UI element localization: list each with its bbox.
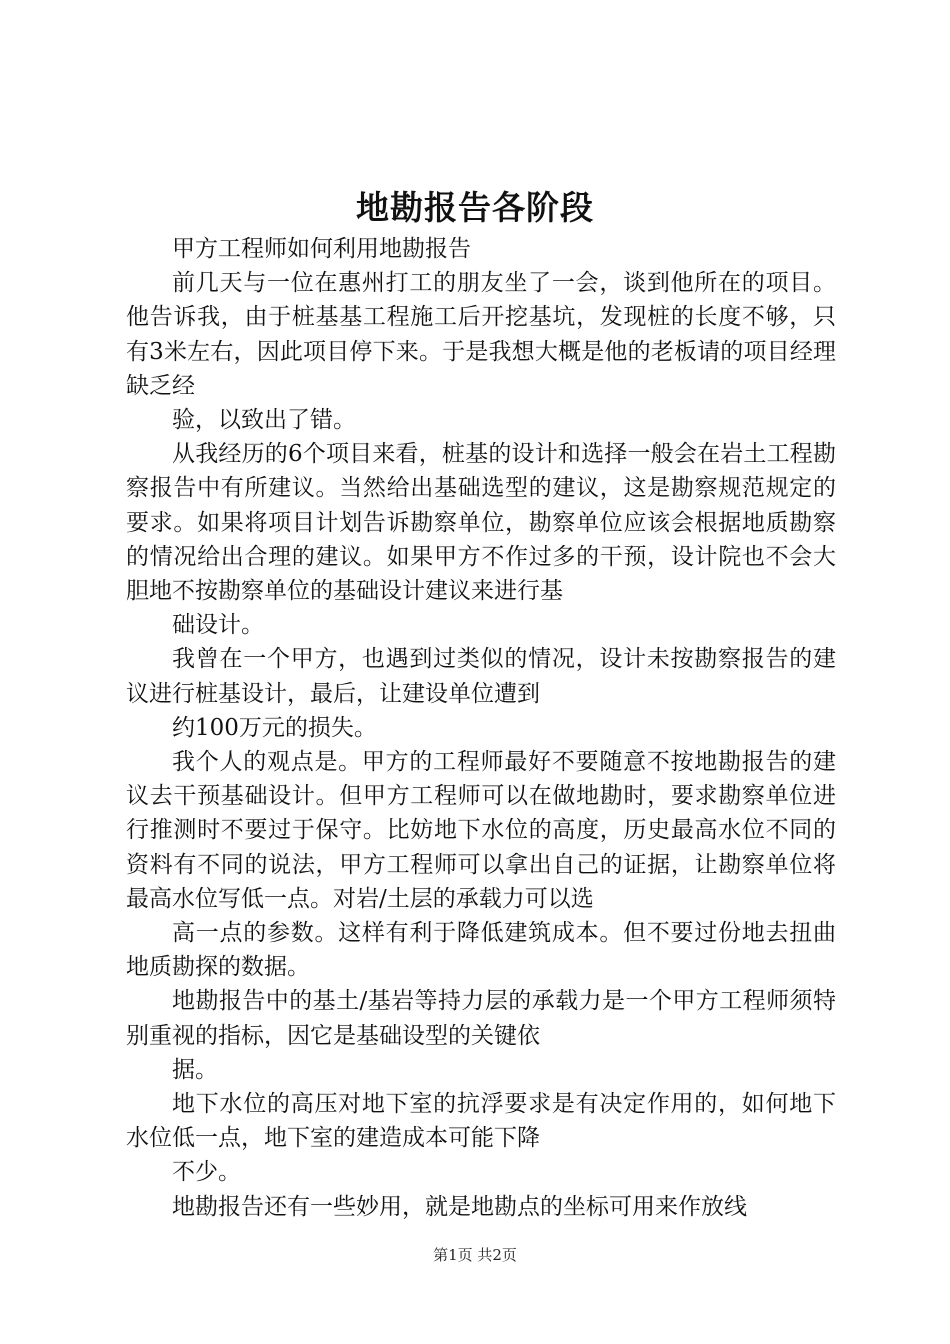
paragraph: 甲方工程师如何利用地勘报告 bbox=[172, 236, 471, 262]
paragraph: 地下水位的高压对地下室的抗浮要求是有决定作用的，如何地下水位低一点，地下室的建造成本可能下降 bbox=[126, 1091, 836, 1152]
document-body bbox=[126, 232, 836, 1224]
paragraph: 高一点的参数。这样有利于降低建筑成本。但不要过份地去扭曲地质勘探的数据。 bbox=[126, 920, 836, 981]
paragraph: 不少。 bbox=[172, 1159, 241, 1186]
paragraph: 约100万元的损失。 bbox=[172, 714, 377, 741]
document-title: 地勘报告各阶段 bbox=[356, 188, 594, 227]
paragraph: 我个人的观点是。甲方的工程师最好不要随意不按地勘报告的建议去干预基础设计。但甲方工程师可以在做地勘时，要求勘察单位进行推测时不要过于保守。比妨地下水位的高度，历史最高水位不同的资料有不同的说法，甲方工程师可以拿出自己的证据，让勘察单位将最高水位写低一点。对岩/土层的承载力可以选 bbox=[126, 749, 836, 912]
paragraph: 我曾在一个甲方，也遇到过类似的情况，设计未按勘察报告的建议进行桩基设计，最后，让建设单位遭到 bbox=[126, 646, 836, 707]
paragraph: 地勘报告还有一些妙用，就是地勘点的坐标可用来作放线 bbox=[172, 1193, 747, 1220]
paragraph: 地勘报告中的基土/基岩等持力层的承载力是一个甲方工程师须特别重视的指标，因它是基础设型的关键依 bbox=[126, 988, 836, 1049]
paragraph: 据。 bbox=[172, 1056, 218, 1083]
paragraph: 验，以致出了错。 bbox=[172, 407, 356, 434]
paragraph: 前几天与一位在惠州打工的朋友坐了一会，谈到他所在的项目。他告诉我，由于桩基基工程施工后开挖基坑，发现桩的长度不够，只有3米左右，因此项目停下来。于是我想大概是他的老板请的项目经理缺乏经 bbox=[126, 270, 836, 399]
page-footer: 第1页 共2页 bbox=[433, 1246, 517, 1264]
paragraph: 从我经历的6个项目来看，桩基的设计和选择一般会在岩土工程勘察报告中有所建议。当然给出基础选型的建议，这是勘察规范规定的要求。如果将项目计划告诉勘察单位，勘察单位应该会根据地质勘察的情况给出合理的建议。如果甲方不作过多的干预，设计院也不会大胆地不按勘察单位的基础设计建议来进行基 bbox=[126, 441, 836, 605]
paragraph: 础设计。 bbox=[172, 612, 264, 639]
